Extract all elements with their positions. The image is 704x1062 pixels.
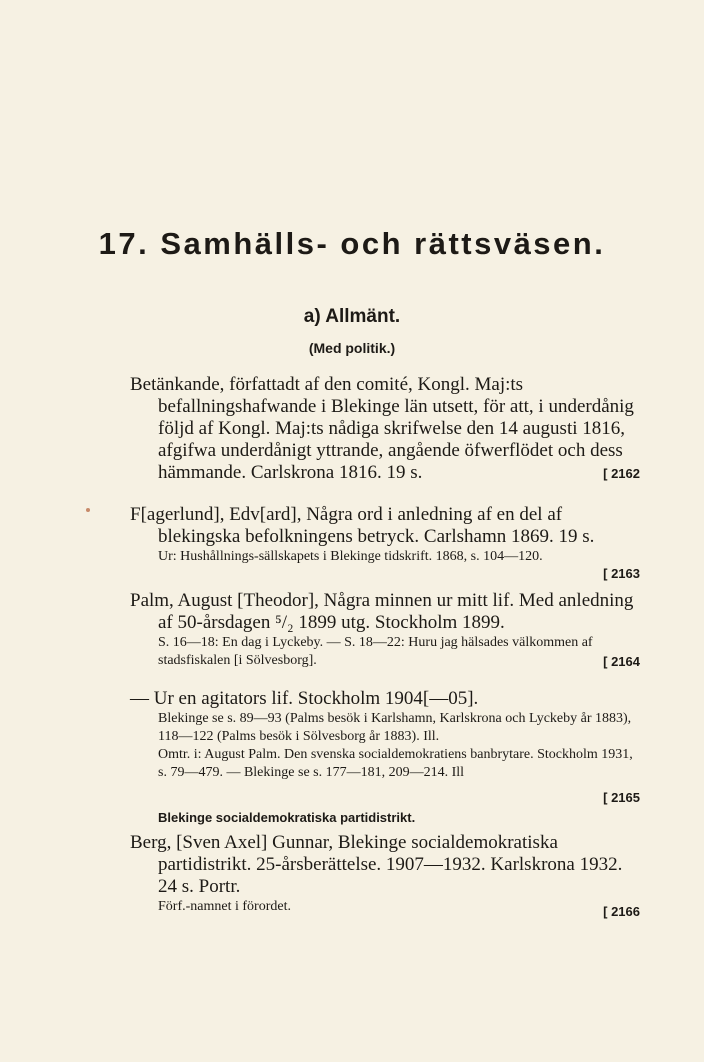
- entry-text: F[agerlund], Edv[ard], Några ord i anledning af en del af blekingska befolkningens betryck. Carlshamn 1869. 19 s.: [130, 504, 595, 547]
- entry-number: [ 2164: [603, 654, 640, 669]
- subsection-heading: Blekinge socialdemokratiska partidistrikt.: [158, 810, 416, 825]
- chapter-heading: 17. Samhälls- och rättsväsen.: [98, 226, 606, 261]
- entry-text: Palm, August [Theodor], Några minnen ur mitt lif. Med anledning af 50-årsdagen ⁵/₂ 1899 utg. Stockholm 1899.: [130, 590, 634, 633]
- section-title: a) Allmänt.: [303, 306, 401, 327]
- entry-note: Omtr. i: August Palm. Den svenska socialdemokratiens banbrytare. Stockholm 1931, s. 79—479. — Blekinge se s. 177—181, 209—214. Ill: [158, 747, 633, 780]
- entry-number: [ 2166: [603, 904, 640, 919]
- entry-text: — Ur en agitators lif. Stockholm 1904[—05].: [130, 688, 479, 709]
- bibliography-entry: [130, 590, 640, 670]
- entry-text: Berg, [Sven Axel] Gunnar, Blekinge socialdemokratiska partidistrikt. 25-årsberättelse. 1907—1932. Karlskrona 1932. 24 s. Portr.: [130, 832, 623, 897]
- entry-note: S. 16—18: En dag i Lyckeby. — S. 18—22: Huru jag hälsades välkommen af stadsfiskalen [i Sölvesborg].: [158, 635, 593, 668]
- bibliography-entry: [130, 688, 640, 805]
- entry-note: Ur: Hushållnings-sällskapets i Blekinge tidskrift. 1868, s. 104—120.: [158, 549, 543, 564]
- bibliography-entry: [130, 374, 640, 484]
- section-subtitle: (Med politik.): [308, 340, 396, 356]
- entry-number: [ 2163: [603, 566, 640, 581]
- entry-text: Betänkande, författadt af den comité, Kongl. Maj:ts befallningshafwande i Blekinge län utsett, för att, i underdånig följd af Kongl. Maj:ts nådiga skrifwelse den 14 augusti 1816, afgifwa underdånigt yttrande, angående öfwerflödet och dess hämmande. Carlskrona 1816. 19 s.: [130, 374, 634, 483]
- entry-number: [ 2165: [603, 790, 640, 805]
- bibliography-entry: [130, 504, 640, 581]
- entry-number: [ 2162: [603, 466, 640, 481]
- entry-note: Förf.-namnet i förordet.: [158, 899, 291, 914]
- margin-mark: [86, 508, 90, 512]
- bibliography-entry: [130, 832, 640, 919]
- entry-note: Blekinge se s. 89—93 (Palms besök i Karlshamn, Karlskrona och Lyckeby år 1883), 118—122 (Palms besök i Sölvesborg år 1883). Ill.: [158, 711, 632, 744]
